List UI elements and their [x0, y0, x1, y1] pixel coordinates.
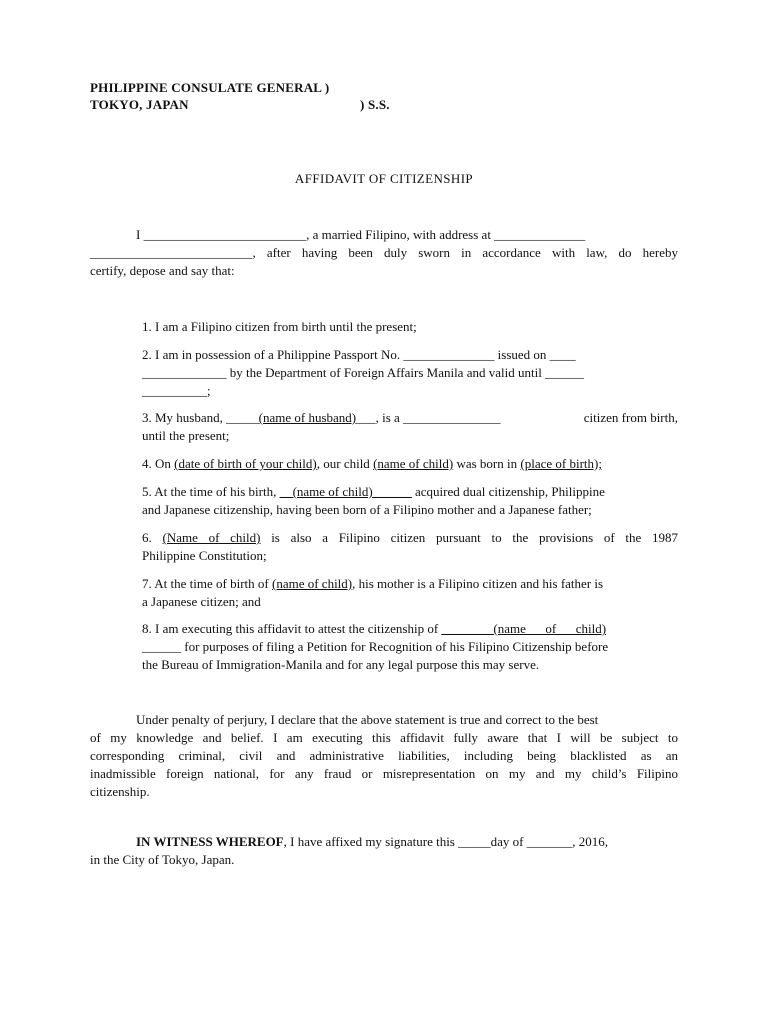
- item-4: [142, 456, 602, 472]
- item-8-line-1: [142, 621, 606, 637]
- intro-line-1: I _________________________, a married Filipino, with address at ______________: [136, 227, 586, 242]
- penalty-line-3: corresponding criminal, civil and administrative liabilities, including being blacklisted as an: [90, 748, 678, 763]
- penalty-line-1: Under penalty of perjury, I declare that the above statement is true and correct to the best: [136, 712, 599, 727]
- item-5-a: 5. At the time of his birth,: [142, 484, 280, 499]
- header-consulate: PHILIPPINE CONSULATE GENERAL ): [90, 80, 330, 95]
- item-6-b: is also a Filipino citizen pursuant to the provisions of the 1987: [260, 530, 679, 545]
- item-8-line-3: the Bureau of Immigration-Manila and for any legal purpose this may serve.: [142, 657, 540, 672]
- item-7-a: 7. At the time of birth of: [142, 576, 272, 591]
- husband-name-placeholder: (name of husband): [258, 410, 357, 425]
- penalty-line-4: inadmissible foreign national, for any fraud or misrepresentation on my and my child’s Filipino: [90, 766, 678, 781]
- item-4-c: was born in: [453, 456, 521, 471]
- witness-line-2: in the City of Tokyo, Japan.: [90, 852, 235, 867]
- item-3-line-2: until the present;: [142, 428, 230, 443]
- item-5-line-1: [142, 484, 605, 500]
- item-2-line-2: _____________ by the Department of Foreign Affairs Manila and valid until ______: [142, 365, 585, 380]
- header-location: TOKYO, JAPAN: [90, 97, 189, 112]
- header-ss: ) S.S.: [360, 97, 390, 112]
- intro-line-3: certify, depose and say that:: [90, 263, 235, 278]
- witness-heading: IN WITNESS WHEREOF: [136, 834, 284, 849]
- child-name-placeholder: (name of child): [271, 576, 353, 591]
- item-7-line-1: [142, 576, 603, 592]
- item-7-line-2: a Japanese citizen; and: [142, 594, 261, 609]
- item-3-line-1: [142, 410, 501, 426]
- penalty-line-2: of my knowledge and belief. I am executing this affidavit fully aware that I will be subject to: [90, 730, 678, 745]
- child-name-placeholder: (name of child): [373, 456, 454, 471]
- item-4-b: , our child: [316, 456, 374, 471]
- item-6-line-2: Philippine Constitution;: [142, 548, 267, 563]
- item-6-a: 6.: [142, 530, 163, 545]
- item-8-a: 8. I am executing this affidavit to attest the citizenship of: [142, 621, 442, 636]
- intro-line-2: _________________________, after having been duly sworn in accordance with law, do hereby: [90, 245, 678, 260]
- item-8-line-2: ______ for purposes of filing a Petition for Recognition of his Filipino Citizenship before: [142, 639, 609, 654]
- document-title: AFFIDAVIT OF CITIZENSHIP: [294, 171, 474, 186]
- item-3-end: citizen from birth,: [583, 410, 678, 425]
- item-5-line-2: and Japanese citizenship, having been born of a Filipino mother and a Japanese father;: [142, 502, 592, 517]
- item-2-line-1: 2. I am in possession of a Philippine Passport No. ______________ issued on ____: [142, 347, 576, 362]
- item-2-line-3: __________;: [142, 383, 211, 398]
- child-name-placeholder: (Name of child): [162, 530, 261, 545]
- child-dob-placeholder: (date of birth of your child): [174, 456, 317, 471]
- witness-rest: , I have affixed my signature this _____day of _______, 2016,: [283, 834, 608, 849]
- penalty-line-5: citizenship.: [90, 784, 150, 799]
- item-5-b: acquired dual citizenship, Philippine: [411, 484, 605, 499]
- item-3-mid: ___, is a _______________: [356, 410, 501, 425]
- child-name-placeholder: __(name of child)______: [279, 484, 412, 499]
- child-name-placeholder: ________(name of child): [441, 621, 607, 636]
- item-4-a: 4. On: [142, 456, 175, 471]
- item-7-b: , his mother is a Filipino citizen and his father is: [352, 576, 604, 591]
- item-3-pre: 3. My husband, _____: [142, 410, 259, 425]
- birth-place-placeholder: (place of birth);: [520, 456, 602, 471]
- item-6-line-1: [142, 530, 678, 546]
- item-1: 1. I am a Filipino citizen from birth until the present;: [142, 319, 417, 334]
- witness-line-1: [136, 834, 608, 850]
